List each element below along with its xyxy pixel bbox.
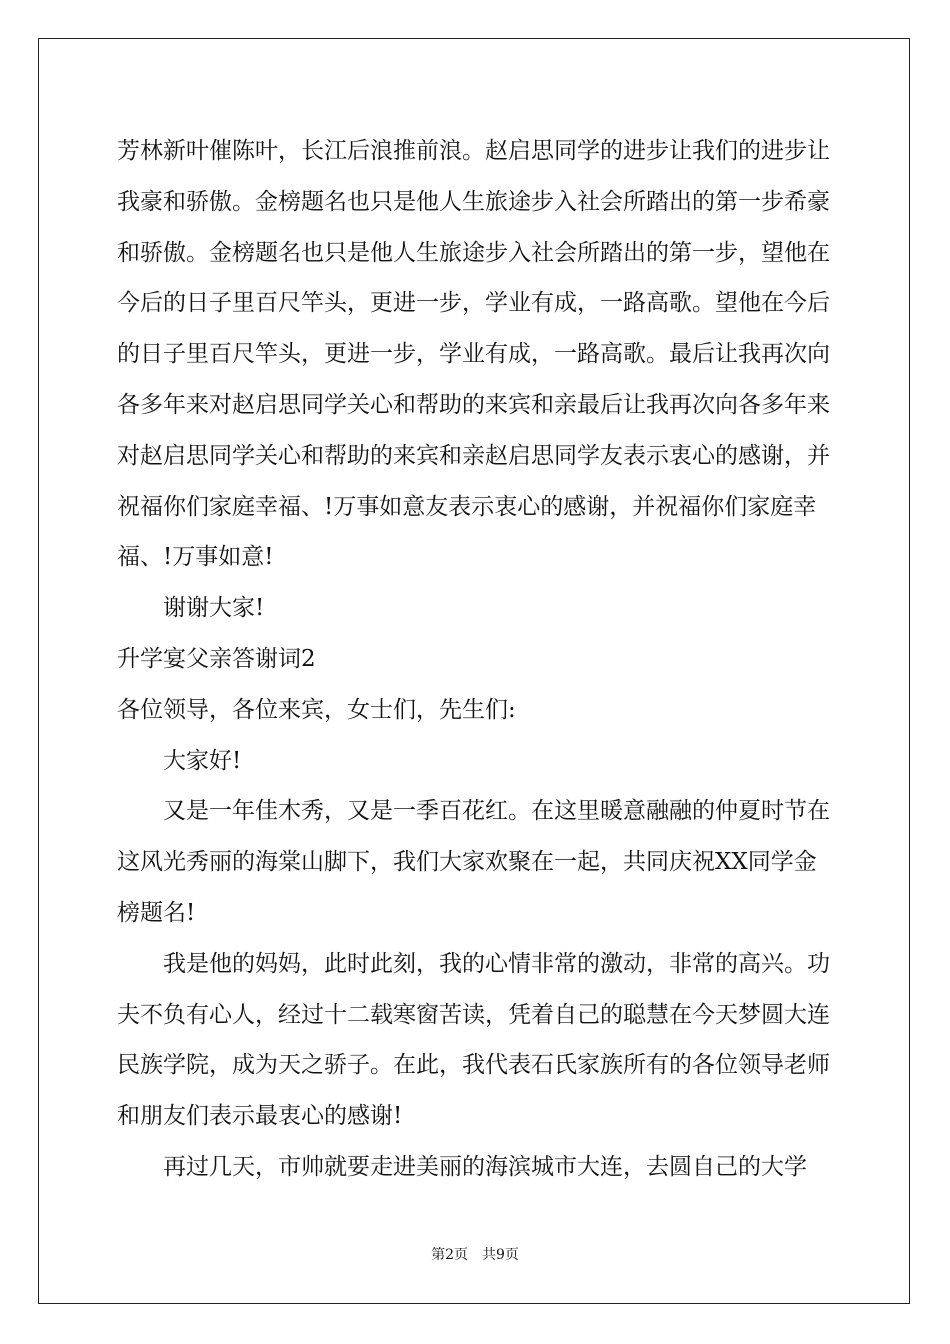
- paragraph-1: 芳林新叶催陈叶，长江后浪推前浪。赵启思同学的进步让我们的进步让我豪和骄傲。金榜题名也只是他人生旅途步入社会所踏出的第一步希豪和骄傲。金榜题名也只是他人生旅途步入社会所踏出的第一步，望他在今后的日子里百尺竿头，更进一步，学业有成，一路高歌。望他在今后的日子里百尺竿头，更进一步，学业有成，一路高歌。最后让我再次向各多年来对赵启思同学关心和帮助的来宾和亲最后让我再次向各多年来对赵启思同学关心和帮助的来宾和亲赵启思同学友表示衷心的感谢，并祝福你们家庭幸福、!万事如意友表示衷心的感谢，并祝福你们家庭幸福、!万事如意!: [117, 138, 830, 571]
- section-heading: 升学宴父亲答谢词2: [117, 645, 316, 672]
- paragraph-7: 我是他的妈妈，此时此刻，我的心情非常的激动，非常的高兴。功夫不负有心人，经过十二载寒窗苦读，凭着自己的聪慧在今天梦圆大连民族学院，成为天之骄子。在此，我代表石氏家族所有的各位领导老师和朋友们表示最衷心的感谢!: [117, 950, 830, 1130]
- paragraph-6: 又是一年佳木秀，又是一季百花红。在这里暖意融融的仲夏时节在这风光秀丽的海棠山脚下，我们大家欢聚在一起，共同庆祝XX同学金榜题名!: [117, 798, 830, 926]
- paragraph-8: 再过几天，市帅就要走进美丽的海滨城市大连，去圆自己的大学: [163, 1153, 807, 1180]
- greeting: 大家好!: [163, 747, 242, 774]
- document-body: [117, 126, 833, 1193]
- salutation: 各位领导，各位来宾，女士们，先生们:: [117, 696, 516, 723]
- page-number-footer: 第2页 共9页: [431, 1247, 519, 1263]
- paragraph-2: 谢谢大家!: [163, 595, 265, 622]
